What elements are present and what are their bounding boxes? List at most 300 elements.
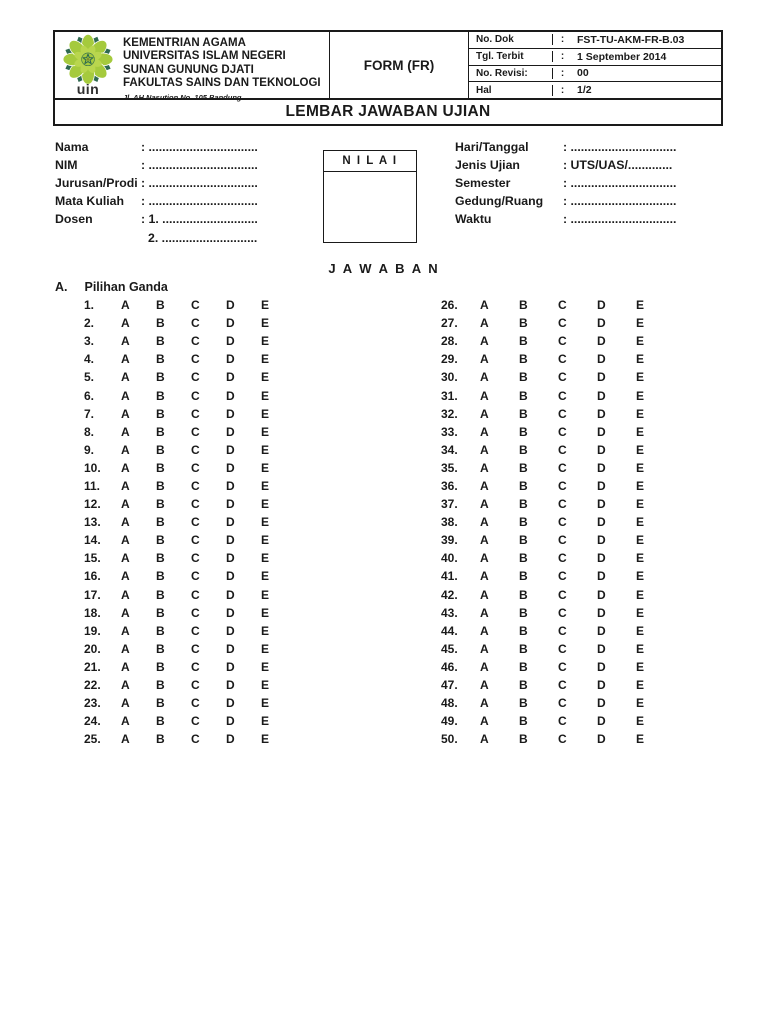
exam-fields-right — [455, 138, 697, 228]
choice-option-a: A — [480, 497, 489, 512]
question-number: 14. — [84, 533, 101, 548]
choice-option-e: E — [261, 659, 270, 674]
choice-option-b: B — [519, 334, 528, 349]
choice-option-e: E — [261, 442, 270, 457]
question-number: 6. — [84, 388, 95, 403]
institution-line: FAKULTAS SAINS DAN TEKNOLOGI — [123, 77, 321, 90]
choice-option-c: C — [191, 569, 200, 584]
field-row-student — [55, 174, 281, 192]
question-number: 30. — [441, 370, 458, 385]
question-number: 8. — [84, 424, 95, 439]
answer-row — [84, 549, 296, 567]
choice-option-d: D — [226, 370, 235, 385]
choice-option-c: C — [558, 478, 567, 493]
field-dotted-value: : UTS/UAS/............. — [563, 158, 673, 173]
choice-option-d: D — [597, 641, 606, 656]
choice-option-c: C — [558, 334, 567, 349]
choice-option-d: D — [226, 352, 235, 367]
choice-option-b: B — [519, 515, 528, 530]
choice-option-a: A — [121, 659, 130, 674]
question-number: 48. — [441, 696, 458, 711]
choice-option-a: A — [480, 460, 489, 475]
choice-option-d: D — [226, 551, 235, 566]
choice-option-a: A — [121, 388, 130, 403]
choice-option-e: E — [636, 678, 645, 693]
choice-option-d: D — [597, 352, 606, 367]
choice-option-c: C — [558, 388, 567, 403]
choice-option-c: C — [558, 569, 567, 584]
answer-row — [84, 586, 296, 604]
choice-option-c: C — [191, 641, 200, 656]
form-code-cell — [329, 32, 469, 98]
field-label: Mata Kuliah — [55, 194, 125, 209]
choice-option-c: C — [191, 587, 200, 602]
choice-option-d: D — [597, 298, 606, 313]
choice-option-c: C — [191, 352, 200, 367]
answer-row — [441, 477, 675, 495]
choice-option-c: C — [558, 460, 567, 475]
choice-option-d: D — [226, 406, 235, 421]
question-number: 3. — [84, 334, 95, 349]
choice-option-b: B — [519, 406, 528, 421]
choice-option-e: E — [261, 569, 270, 584]
student-fields-left — [55, 138, 281, 247]
choice-option-e: E — [261, 714, 270, 729]
answer-row — [84, 676, 296, 694]
choice-option-a: A — [121, 714, 130, 729]
question-number: 15. — [84, 551, 101, 566]
header-table — [53, 30, 723, 126]
choice-option-e: E — [261, 370, 270, 385]
institution-line: SUNAN GUNUNG DJATI — [123, 63, 254, 76]
question-number: 2. — [84, 316, 95, 331]
choice-option-a: A — [480, 551, 489, 566]
answer-row — [84, 730, 296, 748]
field-row-student — [55, 138, 281, 156]
choice-option-d: D — [597, 442, 606, 457]
choice-option-d: D — [226, 732, 235, 747]
question-number: 5. — [84, 370, 95, 385]
sheet-title-text: LEMBAR JAWABAN UJIAN — [285, 103, 491, 120]
choice-option-a: A — [121, 442, 130, 457]
field-label: Nama — [55, 140, 89, 155]
choice-option-b: B — [156, 732, 165, 747]
answer-row — [84, 423, 296, 441]
doc-info-row — [469, 49, 721, 66]
question-number: 33. — [441, 424, 458, 439]
choice-option-a: A — [121, 533, 130, 548]
choice-option-b: B — [519, 442, 528, 457]
choice-option-b: B — [156, 569, 165, 584]
question-number: 39. — [441, 533, 458, 548]
choice-option-d: D — [597, 406, 606, 421]
choice-option-b: B — [156, 497, 165, 512]
doc-info-colon: : — [552, 68, 572, 79]
choice-option-a: A — [480, 678, 489, 693]
choice-option-c: C — [191, 388, 200, 403]
question-number: 40. — [441, 551, 458, 566]
field-dotted-value: : ............................... — [563, 140, 677, 155]
choice-option-d: D — [597, 569, 606, 584]
choice-option-c: C — [191, 497, 200, 512]
field-label: Semester — [455, 176, 511, 191]
choice-option-d: D — [226, 569, 235, 584]
question-number: 31. — [441, 388, 458, 403]
choice-option-b: B — [519, 497, 528, 512]
question-number: 38. — [441, 515, 458, 530]
choice-option-b: B — [156, 388, 165, 403]
part-title: Pilihan Ganda — [84, 280, 168, 294]
choice-option-c: C — [191, 551, 200, 566]
choice-option-e: E — [636, 298, 645, 313]
choice-option-c: C — [558, 605, 567, 620]
choice-option-d: D — [226, 678, 235, 693]
field-dotted-value: 2. ............................ — [148, 230, 258, 245]
choice-option-c: C — [558, 370, 567, 385]
choice-option-b: B — [156, 641, 165, 656]
choice-option-b: B — [519, 623, 528, 638]
choice-option-d: D — [226, 641, 235, 656]
field-row-exam — [455, 210, 697, 228]
choice-option-c: C — [558, 678, 567, 693]
choice-option-e: E — [636, 732, 645, 747]
answer-row — [84, 694, 296, 712]
field-label: Jurusan/Prodi — [55, 176, 138, 191]
choice-option-c: C — [558, 696, 567, 711]
choice-option-d: D — [226, 497, 235, 512]
choice-option-a: A — [121, 478, 130, 493]
choice-option-d: D — [226, 334, 235, 349]
choice-option-c: C — [558, 497, 567, 512]
choice-option-e: E — [261, 605, 270, 620]
choice-option-e: E — [261, 352, 270, 367]
question-number: 29. — [441, 352, 458, 367]
choice-option-a: A — [121, 460, 130, 475]
answer-row — [441, 350, 675, 368]
choice-option-a: A — [121, 678, 130, 693]
grade-box — [323, 150, 417, 243]
choice-option-e: E — [636, 388, 645, 403]
choice-option-a: A — [480, 442, 489, 457]
choice-option-b: B — [519, 569, 528, 584]
field-row-exam — [455, 138, 697, 156]
choice-option-a: A — [480, 569, 489, 584]
choice-option-b: B — [519, 696, 528, 711]
choice-option-d: D — [597, 623, 606, 638]
field-dotted-value: : ................................ — [141, 140, 258, 155]
uin-logo-text: uin — [76, 81, 100, 97]
field-label: NIM — [55, 158, 78, 173]
choice-option-b: B — [156, 515, 165, 530]
choice-option-a: A — [480, 605, 489, 620]
choice-option-a: A — [121, 298, 130, 313]
answer-row — [84, 477, 296, 495]
choice-option-c: C — [558, 424, 567, 439]
question-number: 24. — [84, 714, 101, 729]
question-number: 10. — [84, 460, 101, 475]
choice-option-e: E — [636, 370, 645, 385]
answer-row — [84, 531, 296, 549]
choice-option-b: B — [156, 696, 165, 711]
choice-option-c: C — [191, 316, 200, 331]
doc-info-value: 1/2 — [577, 84, 592, 97]
grade-box-empty-area — [324, 172, 416, 263]
answer-row — [441, 368, 675, 386]
choice-option-c: C — [191, 370, 200, 385]
choice-option-c: C — [558, 551, 567, 566]
choice-option-d: D — [226, 316, 235, 331]
choice-option-e: E — [261, 623, 270, 638]
doc-info-value: 00 — [577, 67, 589, 80]
choice-option-c: C — [558, 406, 567, 421]
institution-address: Jl. AH Nasution No. 105 Bandung — [123, 92, 242, 102]
choice-option-b: B — [156, 533, 165, 548]
choice-option-b: B — [156, 605, 165, 620]
choice-option-a: A — [121, 641, 130, 656]
choice-option-a: A — [480, 659, 489, 674]
doc-info-label: No. Revisi: — [476, 67, 528, 79]
header-top-row — [55, 32, 721, 102]
choice-option-d: D — [597, 551, 606, 566]
choice-option-d: D — [597, 714, 606, 729]
choice-option-d: D — [597, 732, 606, 747]
doc-info-value: FST-TU-AKM-FR-B.03 — [577, 33, 685, 46]
choice-option-b: B — [519, 587, 528, 602]
choice-option-d: D — [226, 298, 235, 313]
doc-info-row — [469, 66, 721, 83]
question-number: 43. — [441, 605, 458, 620]
choice-option-b: B — [519, 714, 528, 729]
question-number: 7. — [84, 406, 95, 421]
choice-option-c: C — [191, 406, 200, 421]
choice-option-d: D — [226, 424, 235, 439]
doc-info-table — [469, 32, 721, 98]
choice-option-c: C — [558, 352, 567, 367]
uin-logo-flower-icon — [59, 33, 117, 97]
choice-option-c: C — [191, 478, 200, 493]
choice-option-b: B — [156, 316, 165, 331]
choice-option-a: A — [480, 696, 489, 711]
question-number: 21. — [84, 659, 101, 674]
choice-option-b: B — [156, 678, 165, 693]
choice-option-c: C — [558, 714, 567, 729]
choice-option-d: D — [226, 533, 235, 548]
part-label: A. — [55, 280, 68, 294]
answer-row — [441, 531, 675, 549]
answer-row — [441, 386, 675, 404]
choice-option-d: D — [226, 605, 235, 620]
choice-option-b: B — [519, 678, 528, 693]
multiple-choice-part-header — [55, 280, 168, 294]
choice-option-c: C — [191, 623, 200, 638]
question-number: 17. — [84, 587, 101, 602]
choice-option-e: E — [636, 352, 645, 367]
choice-option-a: A — [121, 424, 130, 439]
choice-option-b: B — [156, 551, 165, 566]
question-number: 26. — [441, 298, 458, 313]
question-number: 37. — [441, 497, 458, 512]
choice-option-c: C — [191, 424, 200, 439]
choice-option-d: D — [226, 696, 235, 711]
choice-option-e: E — [636, 623, 645, 638]
field-row-student — [55, 228, 281, 246]
choice-option-b: B — [519, 551, 528, 566]
choice-option-b: B — [156, 424, 165, 439]
question-number: 46. — [441, 659, 458, 674]
choice-option-d: D — [597, 497, 606, 512]
choice-option-a: A — [121, 352, 130, 367]
field-label: Hari/Tanggal — [455, 140, 529, 155]
choice-option-b: B — [519, 641, 528, 656]
choice-option-a: A — [480, 316, 489, 331]
choice-option-d: D — [226, 714, 235, 729]
choice-option-e: E — [636, 334, 645, 349]
choice-option-c: C — [191, 334, 200, 349]
doc-info-colon: : — [552, 85, 572, 96]
choice-option-b: B — [519, 424, 528, 439]
field-dotted-value: : ............................... — [563, 212, 677, 227]
field-row-exam — [455, 192, 697, 210]
answers-section-heading: J A W A B A N — [328, 261, 440, 276]
choice-option-e: E — [636, 641, 645, 656]
choice-option-c: C — [191, 696, 200, 711]
answer-row — [84, 296, 296, 314]
answer-row — [441, 549, 675, 567]
choice-option-e: E — [636, 478, 645, 493]
choice-option-e: E — [636, 460, 645, 475]
choice-option-b: B — [519, 388, 528, 403]
institution-line: KEMENTRIAN AGAMA — [123, 37, 246, 49]
question-number: 18. — [84, 605, 101, 620]
choice-option-b: B — [156, 478, 165, 493]
answer-row — [84, 332, 296, 350]
doc-info-label: No. Dok — [476, 34, 514, 46]
field-dotted-value: : ............................... — [563, 176, 677, 191]
choice-option-a: A — [480, 424, 489, 439]
choice-option-c: C — [191, 678, 200, 693]
choice-option-c: C — [191, 442, 200, 457]
choice-option-c: C — [191, 659, 200, 674]
choice-option-c: C — [558, 641, 567, 656]
choice-option-c: C — [558, 533, 567, 548]
question-number: 16. — [84, 569, 101, 584]
choice-option-e: E — [261, 406, 270, 421]
choice-option-b: B — [156, 460, 165, 475]
doc-info-colon: : — [552, 51, 572, 62]
choice-option-e: E — [261, 478, 270, 493]
choice-option-b: B — [156, 334, 165, 349]
choice-option-e: E — [261, 298, 270, 313]
choice-option-d: D — [597, 424, 606, 439]
choice-option-a: A — [480, 478, 489, 493]
choice-option-d: D — [597, 388, 606, 403]
answer-row — [84, 314, 296, 332]
answer-row — [84, 405, 296, 423]
choice-option-e: E — [261, 388, 270, 403]
answer-row — [441, 423, 675, 441]
question-number: 11. — [84, 478, 101, 493]
answer-row — [84, 640, 296, 658]
choice-option-c: C — [558, 623, 567, 638]
question-number: 19. — [84, 623, 101, 638]
choice-option-a: A — [121, 316, 130, 331]
doc-info-colon: : — [552, 34, 572, 45]
choice-option-c: C — [558, 442, 567, 457]
choice-option-d: D — [597, 460, 606, 475]
choice-option-d: D — [597, 605, 606, 620]
field-row-student — [55, 210, 281, 228]
question-number: 44. — [441, 623, 458, 638]
question-number: 49. — [441, 714, 458, 729]
choice-option-a: A — [480, 406, 489, 421]
doc-info-label: Hal — [476, 84, 492, 96]
answer-row — [441, 622, 675, 640]
choice-option-d: D — [597, 334, 606, 349]
answer-row — [84, 368, 296, 386]
field-row-exam — [455, 174, 697, 192]
field-row-student — [55, 156, 281, 174]
choice-option-b: B — [519, 370, 528, 385]
choice-option-a: A — [480, 298, 489, 313]
choice-option-a: A — [480, 732, 489, 747]
choice-option-b: B — [519, 533, 528, 548]
doc-info-row — [469, 32, 721, 49]
answer-grid-left-column — [84, 296, 296, 748]
doc-info-value: 1 September 2014 — [577, 50, 667, 63]
answer-row — [84, 622, 296, 640]
choice-option-c: C — [191, 714, 200, 729]
answer-row — [84, 441, 296, 459]
sheet-title — [55, 98, 721, 124]
choice-option-b: B — [156, 587, 165, 602]
answer-row — [441, 314, 675, 332]
question-number: 34. — [441, 442, 458, 457]
answer-row — [84, 604, 296, 622]
choice-option-d: D — [597, 659, 606, 674]
choice-option-e: E — [261, 316, 270, 331]
choice-option-a: A — [121, 551, 130, 566]
choice-option-b: B — [156, 714, 165, 729]
choice-option-b: B — [519, 478, 528, 493]
choice-option-b: B — [156, 352, 165, 367]
question-number: 27. — [441, 316, 458, 331]
choice-option-a: A — [121, 696, 130, 711]
answer-row — [441, 712, 675, 730]
choice-option-d: D — [226, 623, 235, 638]
field-dotted-value: : ................................ — [141, 194, 258, 209]
question-number: 42. — [441, 587, 458, 602]
field-dotted-value: : ................................ — [141, 176, 258, 191]
choice-option-a: A — [121, 334, 130, 349]
doc-info-label: Tgl. Terbit — [476, 51, 524, 63]
grade-box-label: N I L A I — [324, 151, 416, 172]
choice-option-a: A — [121, 623, 130, 638]
field-row-exam — [455, 156, 697, 174]
choice-option-e: E — [261, 515, 270, 530]
choice-option-a: A — [121, 569, 130, 584]
question-number: 20. — [84, 641, 101, 656]
choice-option-e: E — [261, 424, 270, 439]
choice-option-a: A — [480, 515, 489, 530]
choice-option-a: A — [480, 623, 489, 638]
choice-option-b: B — [519, 352, 528, 367]
choice-option-d: D — [597, 370, 606, 385]
question-number: 25. — [84, 732, 101, 747]
choice-option-a: A — [480, 352, 489, 367]
choice-option-c: C — [191, 460, 200, 475]
answer-row — [441, 730, 675, 748]
choice-option-c: C — [558, 515, 567, 530]
